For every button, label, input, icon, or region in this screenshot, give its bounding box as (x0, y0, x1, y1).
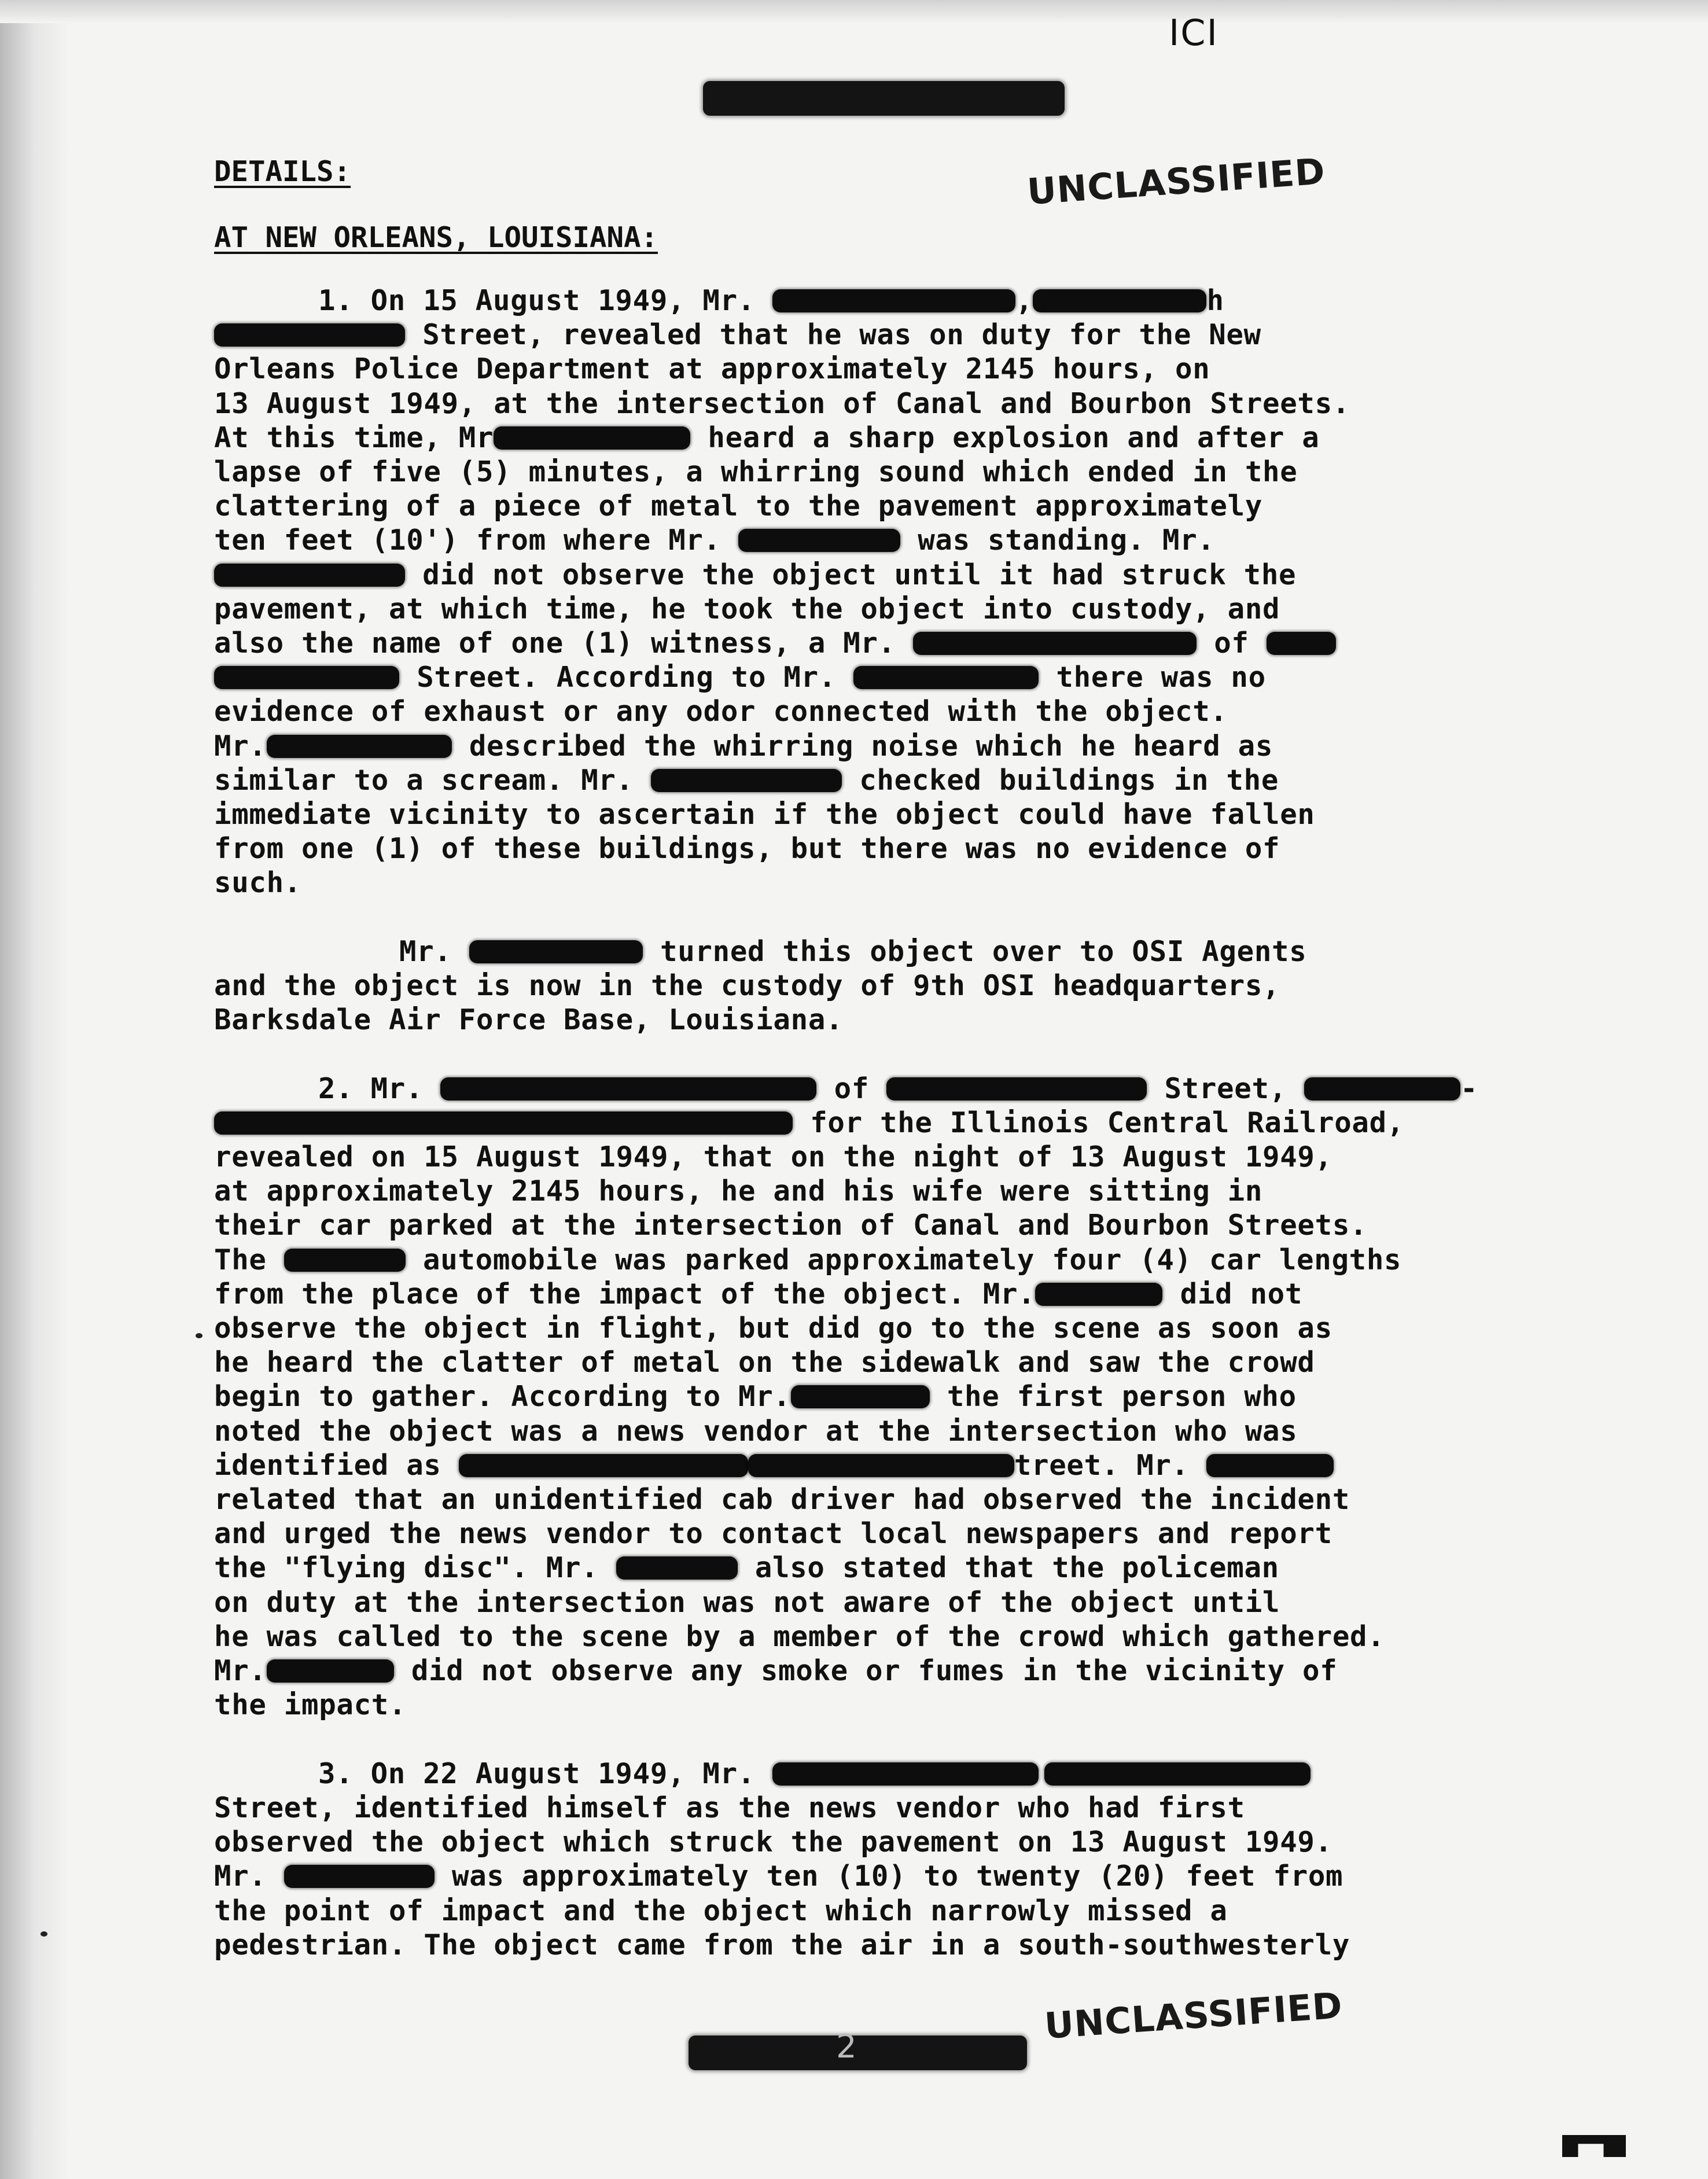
text-line: on duty at the intersection was not aware of the object until (214, 1585, 1280, 1619)
text-line: On 15 August 1949, Mr. (370, 284, 756, 317)
text-line: at approximately 2145 hours, he and his wife were sitting in (214, 1175, 1263, 1208)
text-line: there was no (1056, 661, 1266, 694)
text-line: for the Illinois Central Railroad, (810, 1106, 1405, 1139)
text-line: ten feet (10') from where Mr. (214, 524, 721, 557)
text-line: did not (1180, 1277, 1303, 1311)
redaction-block (284, 1249, 406, 1272)
redaction-block (772, 289, 1015, 312)
text-line: was approximately ten (10) to twenty (20) feet from (452, 1860, 1343, 1893)
redaction-block (738, 529, 900, 552)
redaction-block (494, 426, 690, 450)
paragraph-number: 1. (318, 284, 354, 317)
redaction-block (616, 1556, 738, 1580)
text-line: Mr. (370, 1072, 424, 1105)
text-line: related that an unidentified cab driver had observed the incident (214, 1483, 1350, 1517)
redaction-block (214, 1111, 793, 1135)
text-line: pedestrian. The object came from the air in a south-southwesterly (214, 1928, 1350, 1961)
redaction-block (284, 1865, 435, 1888)
text-line: immediate vicinity to ascertain if the object could have fallen (214, 798, 1315, 831)
text-line: the first person who (947, 1380, 1297, 1414)
redaction-block (469, 940, 643, 963)
redaction-block (214, 323, 405, 347)
paragraph-3 (214, 1757, 1603, 1962)
redaction-block (1033, 289, 1206, 312)
redaction-block (459, 1454, 748, 1477)
scan-shadow-left (0, 0, 69, 2179)
text-line: and urged the news vendor to contact local newspapers and report (214, 1517, 1332, 1551)
location-heading: AT NEW ORLEANS, LOUISIANA: (214, 221, 658, 254)
text-line: Orleans Police Department at approximately 2145 hours, on (214, 352, 1210, 386)
redaction-block (853, 666, 1039, 689)
text-line: Street, identified himself as the news vendor who had first (214, 1791, 1245, 1824)
text-line: evidence of exhaust or any odor connected with the object. (214, 695, 1228, 728)
text-line: the point of impact and the object which narrowly missed a (214, 1894, 1228, 1927)
scan-speck (41, 1931, 47, 1937)
text-line: and the object is now in the custody of 9th OSI headquarters, (214, 969, 1280, 1003)
redaction-block (913, 632, 1197, 655)
redaction-block (791, 1385, 930, 1408)
text-line: observe the object in flight, but did go to the scene as soon as (214, 1312, 1332, 1345)
text-line: did not observe any smoke or fumes in the vicinity of (411, 1654, 1338, 1688)
text-line: clattering of a piece of metal to the pavement approximately (214, 489, 1263, 523)
corner-mark (1562, 2135, 1626, 2157)
paragraph-2 (214, 1072, 1603, 1722)
text-line: such. (214, 866, 302, 900)
text-line: automobile was parked approximately four (4) car lengths (423, 1243, 1402, 1276)
redaction-block (651, 769, 842, 792)
paragraph-number: 3. (318, 1757, 354, 1790)
redaction-block (267, 1659, 394, 1683)
text-line: 13 August 1949, at the intersection of Canal and Bourbon Streets. (214, 387, 1350, 420)
scan-speck (196, 1333, 203, 1338)
redaction-block (1304, 1077, 1460, 1100)
text-line: Mr. (214, 1860, 267, 1893)
redaction-block (772, 1762, 1039, 1786)
text-line: described the whirring noise which he heard as (469, 729, 1273, 763)
text-line: their car parked at the intersection of Canal and Bourbon Streets. (214, 1209, 1368, 1242)
text-line: checked buildings in the (859, 763, 1279, 797)
text-line: revealed on 15 August 1949, that on the night of 13 August 1949, (214, 1140, 1332, 1174)
text-line: lapse of five (5) minutes, a whirring sound which ended in the (214, 455, 1298, 489)
text-line: was standing. Mr. (918, 524, 1215, 557)
text-line: , (1015, 284, 1033, 317)
text-line: begin to gather. According to Mr. (214, 1380, 791, 1414)
paragraph-1-continued (214, 934, 1603, 1037)
text-line: from the place of the impact of the object. Mr. (214, 1277, 1036, 1311)
classification-redaction-bottom (689, 2036, 1027, 2070)
text-line: heard a sharp explosion and after a (708, 421, 1320, 454)
text-line: also stated that the policeman (754, 1551, 1279, 1585)
text-line: On 22 August 1949, Mr. (370, 1757, 756, 1790)
text-line: Street. According to Mr. (417, 661, 837, 694)
text-line: the impact. (214, 1688, 407, 1722)
text-line: noted the object was a news vendor at the intersection who was (214, 1414, 1298, 1448)
text-line: from one (1) of these buildings, but there was no evidence of (214, 832, 1280, 866)
text-line: pavement, at which time, he took the object into custody, and (214, 592, 1280, 625)
text-line: identified as (214, 1448, 441, 1482)
text-line: Barksdale Air Force Base, Louisiana. (214, 1003, 844, 1037)
text-line: observed the object which struck the pavement on 13 August 1949. (214, 1825, 1332, 1859)
text-line: Mr. (214, 1654, 267, 1688)
redaction-block (1267, 632, 1336, 655)
text-line: - (1460, 1072, 1478, 1105)
document-number: ICI (1169, 12, 1219, 54)
redaction-block (1035, 1283, 1162, 1306)
text-line: the "flying disc". Mr. (214, 1551, 599, 1585)
redaction-block (886, 1077, 1147, 1100)
text-line: Mr. (399, 934, 452, 968)
unclassified-stamp-top: UNCLASSIFIED (1025, 150, 1327, 213)
redaction-block (214, 564, 405, 587)
text-line: did not observe the object until it had struck the (422, 558, 1297, 591)
scan-shadow-top (0, 0, 1708, 23)
redaction-block (1206, 1454, 1334, 1477)
text-line: h (1206, 284, 1224, 317)
text-line: Street, (1164, 1072, 1287, 1105)
text-line: he heard the clatter of metal on the sidewalk and saw the crowd (214, 1346, 1315, 1379)
text-line: The (214, 1243, 267, 1276)
text-line: of (1214, 627, 1249, 660)
page-number: 2 (836, 2028, 857, 2066)
text-line: similar to a scream. Mr. (214, 763, 634, 797)
text-line: turned this object over to OSI Agents (660, 934, 1307, 968)
text-line: he was called to the scene by a member of the crowd which gathered. (214, 1619, 1385, 1653)
unclassified-stamp-bottom: UNCLASSIFIED (1043, 1984, 1344, 2047)
text-line: Street, revealed that he was on duty for the New (422, 318, 1261, 352)
text-line: treet. Mr. (1014, 1448, 1189, 1482)
paragraph-1 (214, 284, 1603, 900)
redaction-block (748, 1454, 1014, 1477)
redaction-block (440, 1077, 816, 1100)
redaction-block (267, 735, 452, 758)
text-line: At this time, Mr (214, 421, 494, 454)
text-line: also the name of one (1) witness, a Mr. (214, 627, 896, 660)
text-line: of (834, 1072, 870, 1105)
paragraph-number: 2. (318, 1072, 354, 1105)
report-body (214, 284, 1603, 1996)
redaction-block (214, 666, 399, 689)
text-line: Mr. (214, 729, 267, 763)
details-heading: DETAILS: (214, 155, 351, 188)
redaction-block (1044, 1762, 1311, 1786)
classification-redaction-top (703, 81, 1065, 116)
